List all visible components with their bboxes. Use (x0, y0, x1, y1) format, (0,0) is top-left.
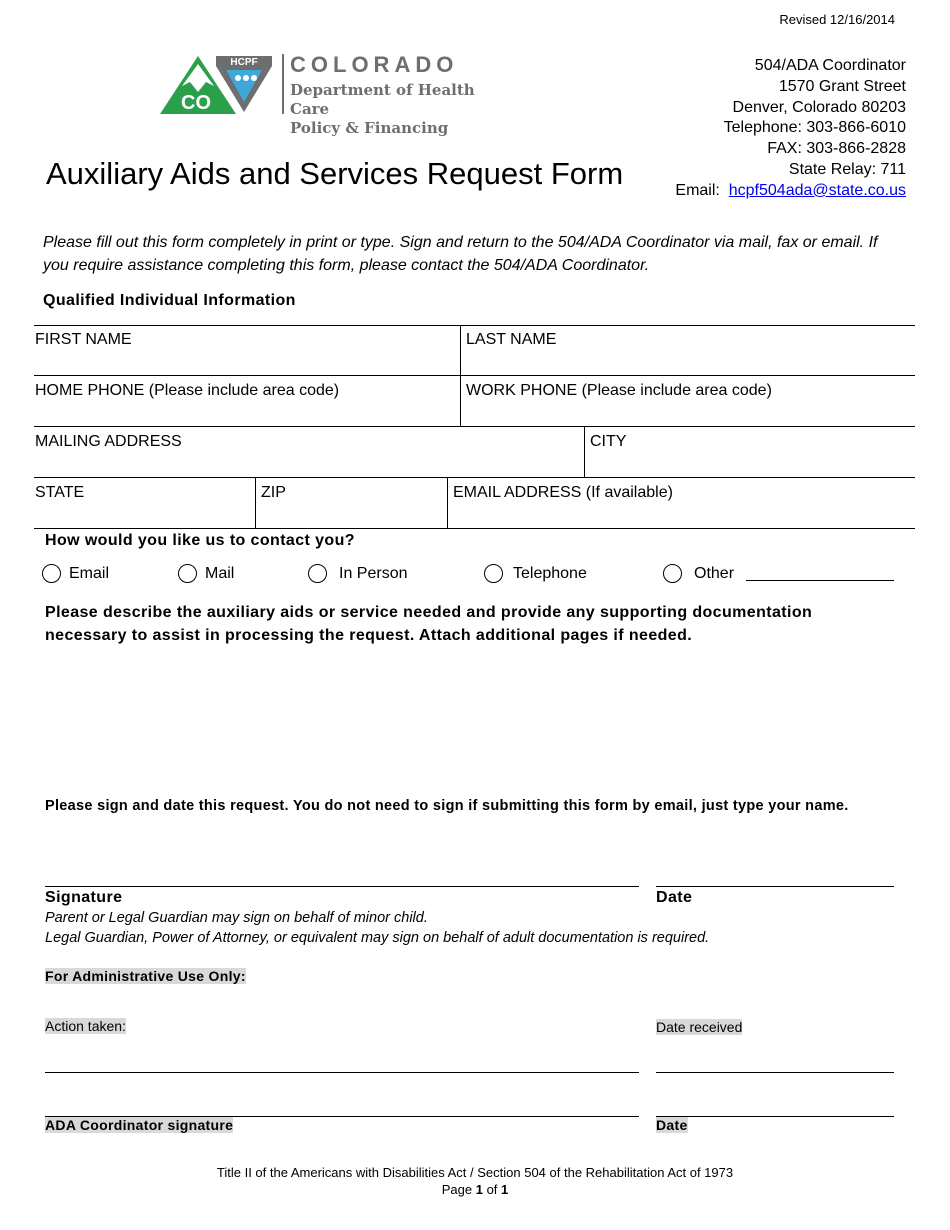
city-field[interactable]: CITY (590, 433, 627, 450)
page-of: of (486, 1182, 498, 1197)
signature-label: Signature (45, 889, 123, 906)
first-name-field[interactable]: FIRST NAME (35, 331, 132, 348)
home-phone-field[interactable]: HOME PHONE (Please include area code) (35, 382, 340, 399)
email-label: Email: (675, 181, 720, 199)
coordinator-signature-label: ADA Coordinator signature (45, 1117, 234, 1133)
contact-line-2: 1570 Grant Street (778, 77, 906, 95)
radio-telephone[interactable] (484, 564, 587, 583)
contact-line-4: Telephone: 303-866-6010 (723, 119, 906, 137)
guardian-note-2: Legal Guardian, Power of Attorney, or equivalent may sign on behalf of adult documentation is required. (45, 930, 710, 946)
radio-circle-icon[interactable] (663, 564, 682, 583)
contact-preference-options (42, 564, 902, 588)
mailing-address-field[interactable]: MAILING ADDRESS (35, 433, 182, 450)
email-link[interactable]: hcpf504ada@state.co.us (728, 181, 906, 199)
describe-line-2 (45, 624, 905, 647)
grid-line (34, 528, 915, 529)
contact-line-6: State Relay: 711 (788, 160, 906, 178)
coordinator-contact-block (675, 56, 906, 202)
page-total: 1 (501, 1182, 509, 1197)
work-phone-field[interactable]: WORK PHONE (Please include area code) (466, 382, 772, 399)
date-received-label: Date received (656, 1019, 743, 1035)
form-title: Auxiliary Aids and Services Request Form (46, 156, 624, 191)
describe-line-1: Please describe the auxiliary aids or service needed and provide any supporting documentation (45, 604, 813, 621)
contact-line-5: FAX: 303-866-2828 (767, 140, 906, 158)
date-line[interactable] (656, 886, 894, 887)
contact-line-3: Denver, Colorado 80203 (732, 98, 906, 116)
logo-co-text: CO (181, 92, 211, 114)
grid-line (447, 477, 448, 529)
hcpf-emblem-icon (160, 52, 275, 118)
grid-line (34, 375, 915, 376)
logo-dept-line1: Department of Health Care (290, 81, 475, 118)
radio-email[interactable] (42, 564, 109, 583)
admin-heading: For Administrative Use Only: (45, 968, 246, 984)
radio-label: Telephone (513, 564, 587, 582)
grid-line (460, 325, 461, 427)
hcpf-logo (160, 52, 500, 137)
contact-preference-question: How would you like us to contact you? (45, 532, 355, 549)
logo-department-text (290, 81, 500, 138)
radio-circle-icon[interactable] (484, 564, 503, 583)
radio-label: Mail (205, 564, 235, 582)
date-received-line[interactable] (656, 1072, 894, 1073)
description-area[interactable] (45, 650, 905, 780)
page-current: 1 (475, 1182, 483, 1197)
page-footer (0, 1164, 950, 1198)
other-text-field[interactable] (746, 566, 894, 581)
coordinator-date-line[interactable] (656, 1116, 894, 1117)
radio-in-person[interactable] (308, 564, 407, 583)
date-label: Date (656, 889, 693, 906)
grid-line (34, 325, 915, 326)
radio-label: In Person (339, 564, 408, 582)
sign-instruction: Please sign and date this request. You do not need to sign if submitting this form by email, just type your name. (45, 798, 849, 814)
zip-field[interactable]: ZIP (261, 484, 286, 501)
radio-circle-icon[interactable] (308, 564, 327, 583)
radio-circle-icon[interactable] (42, 564, 61, 583)
grid-line (34, 477, 915, 478)
signature-line[interactable] (45, 886, 639, 887)
last-name-field[interactable]: LAST NAME (466, 331, 557, 348)
radio-label: Other (694, 564, 735, 582)
page-prefix: Page (441, 1182, 473, 1197)
guardian-note-1: Parent or Legal Guardian may sign on behalf of minor child. (45, 910, 428, 926)
guardian-notes (45, 908, 709, 948)
describe-line-2b: . Attach additional pages if needed. (409, 627, 693, 644)
logo-dept-line2: Policy & Financing (290, 119, 449, 137)
action-taken-label: Action taken: (45, 1018, 126, 1034)
contact-email-row (675, 181, 906, 202)
logo-badge-text: HCPF (230, 57, 258, 68)
grid-line (584, 426, 585, 478)
qualified-info-heading: Qualified Individual Information (43, 292, 296, 309)
state-field[interactable]: STATE (35, 484, 85, 501)
revised-date: Revised 12/16/2014 (779, 12, 895, 27)
footer-legal-text: Title II of the Americans with Disabilities Act / Section 504 of the Rehabilitation Act of 1973 (216, 1165, 734, 1180)
grid-line (34, 426, 915, 427)
coordinator-date-label: Date (656, 1117, 688, 1133)
email-address-field[interactable]: EMAIL ADDRESS (If available) (453, 484, 673, 501)
grid-line (255, 477, 256, 529)
logo-state-text: COLORADO (290, 52, 459, 77)
describe-line-2a: necessary to assist in processing the request (45, 627, 410, 644)
contact-line-1: 504/ADA Coordinator (754, 57, 906, 74)
intro-text: Please fill out this form completely in print or type. Sign and return to the 504/ADA Coordinator via mail, fax or email. If you require assistance completing this form, please contact the 504/ADA Coordinator. (43, 234, 878, 274)
radio-circle-icon[interactable] (178, 564, 197, 583)
describe-instructions (45, 601, 905, 647)
page-number (0, 1181, 950, 1198)
radio-mail[interactable] (178, 564, 234, 583)
radio-label: Email (69, 564, 110, 582)
action-taken-line[interactable] (45, 1072, 639, 1073)
logo-separator (282, 54, 284, 114)
radio-other[interactable] (663, 564, 894, 583)
